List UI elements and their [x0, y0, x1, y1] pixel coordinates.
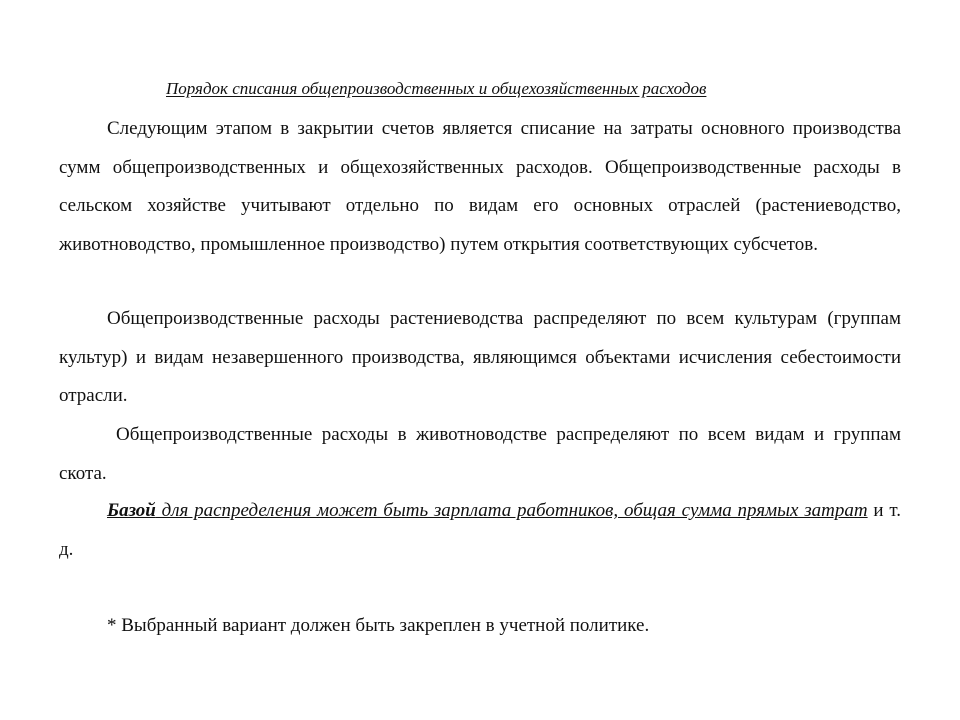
paragraph-livestock: Общепроизводственные расходы в животноводстве распределяют по всем видам и группам скота. — [59, 424, 901, 484]
slide-title: Порядок списания общепроизводственных и общехозяйственных расходов — [166, 79, 707, 98]
distribution-base-definition: для распределения может быть зарплата работников, общая сумма прямых затрат — [155, 500, 868, 521]
paragraph-distribution-base — [59, 492, 901, 569]
distribution-base-term: Базой — [107, 500, 156, 521]
footnote: * Выбранный вариант должен быть закреплен в учетной политике. — [107, 615, 650, 636]
distribution-base-tail: и т. д. — [59, 500, 901, 560]
paragraph-crop-production: Общепроизводственные расходы растениеводства распределяют по всем культурам (группам культур) и видам незавершенного производства, являющимся объектами исчисления себестоимости отрасли. — [59, 308, 901, 406]
paragraph-closing-accounts: Следующим этапом в закрытии счетов является списание на затраты основного производства сумм общепроизводственных и общехозяйственных расходов. Общепроизводственные расходы в сельском хозяйстве учитывают отдельно по видам его основных отраслей (растениеводство, животноводство, промышленное производство) путем открытия соответствующих субсчетов. — [59, 118, 901, 255]
